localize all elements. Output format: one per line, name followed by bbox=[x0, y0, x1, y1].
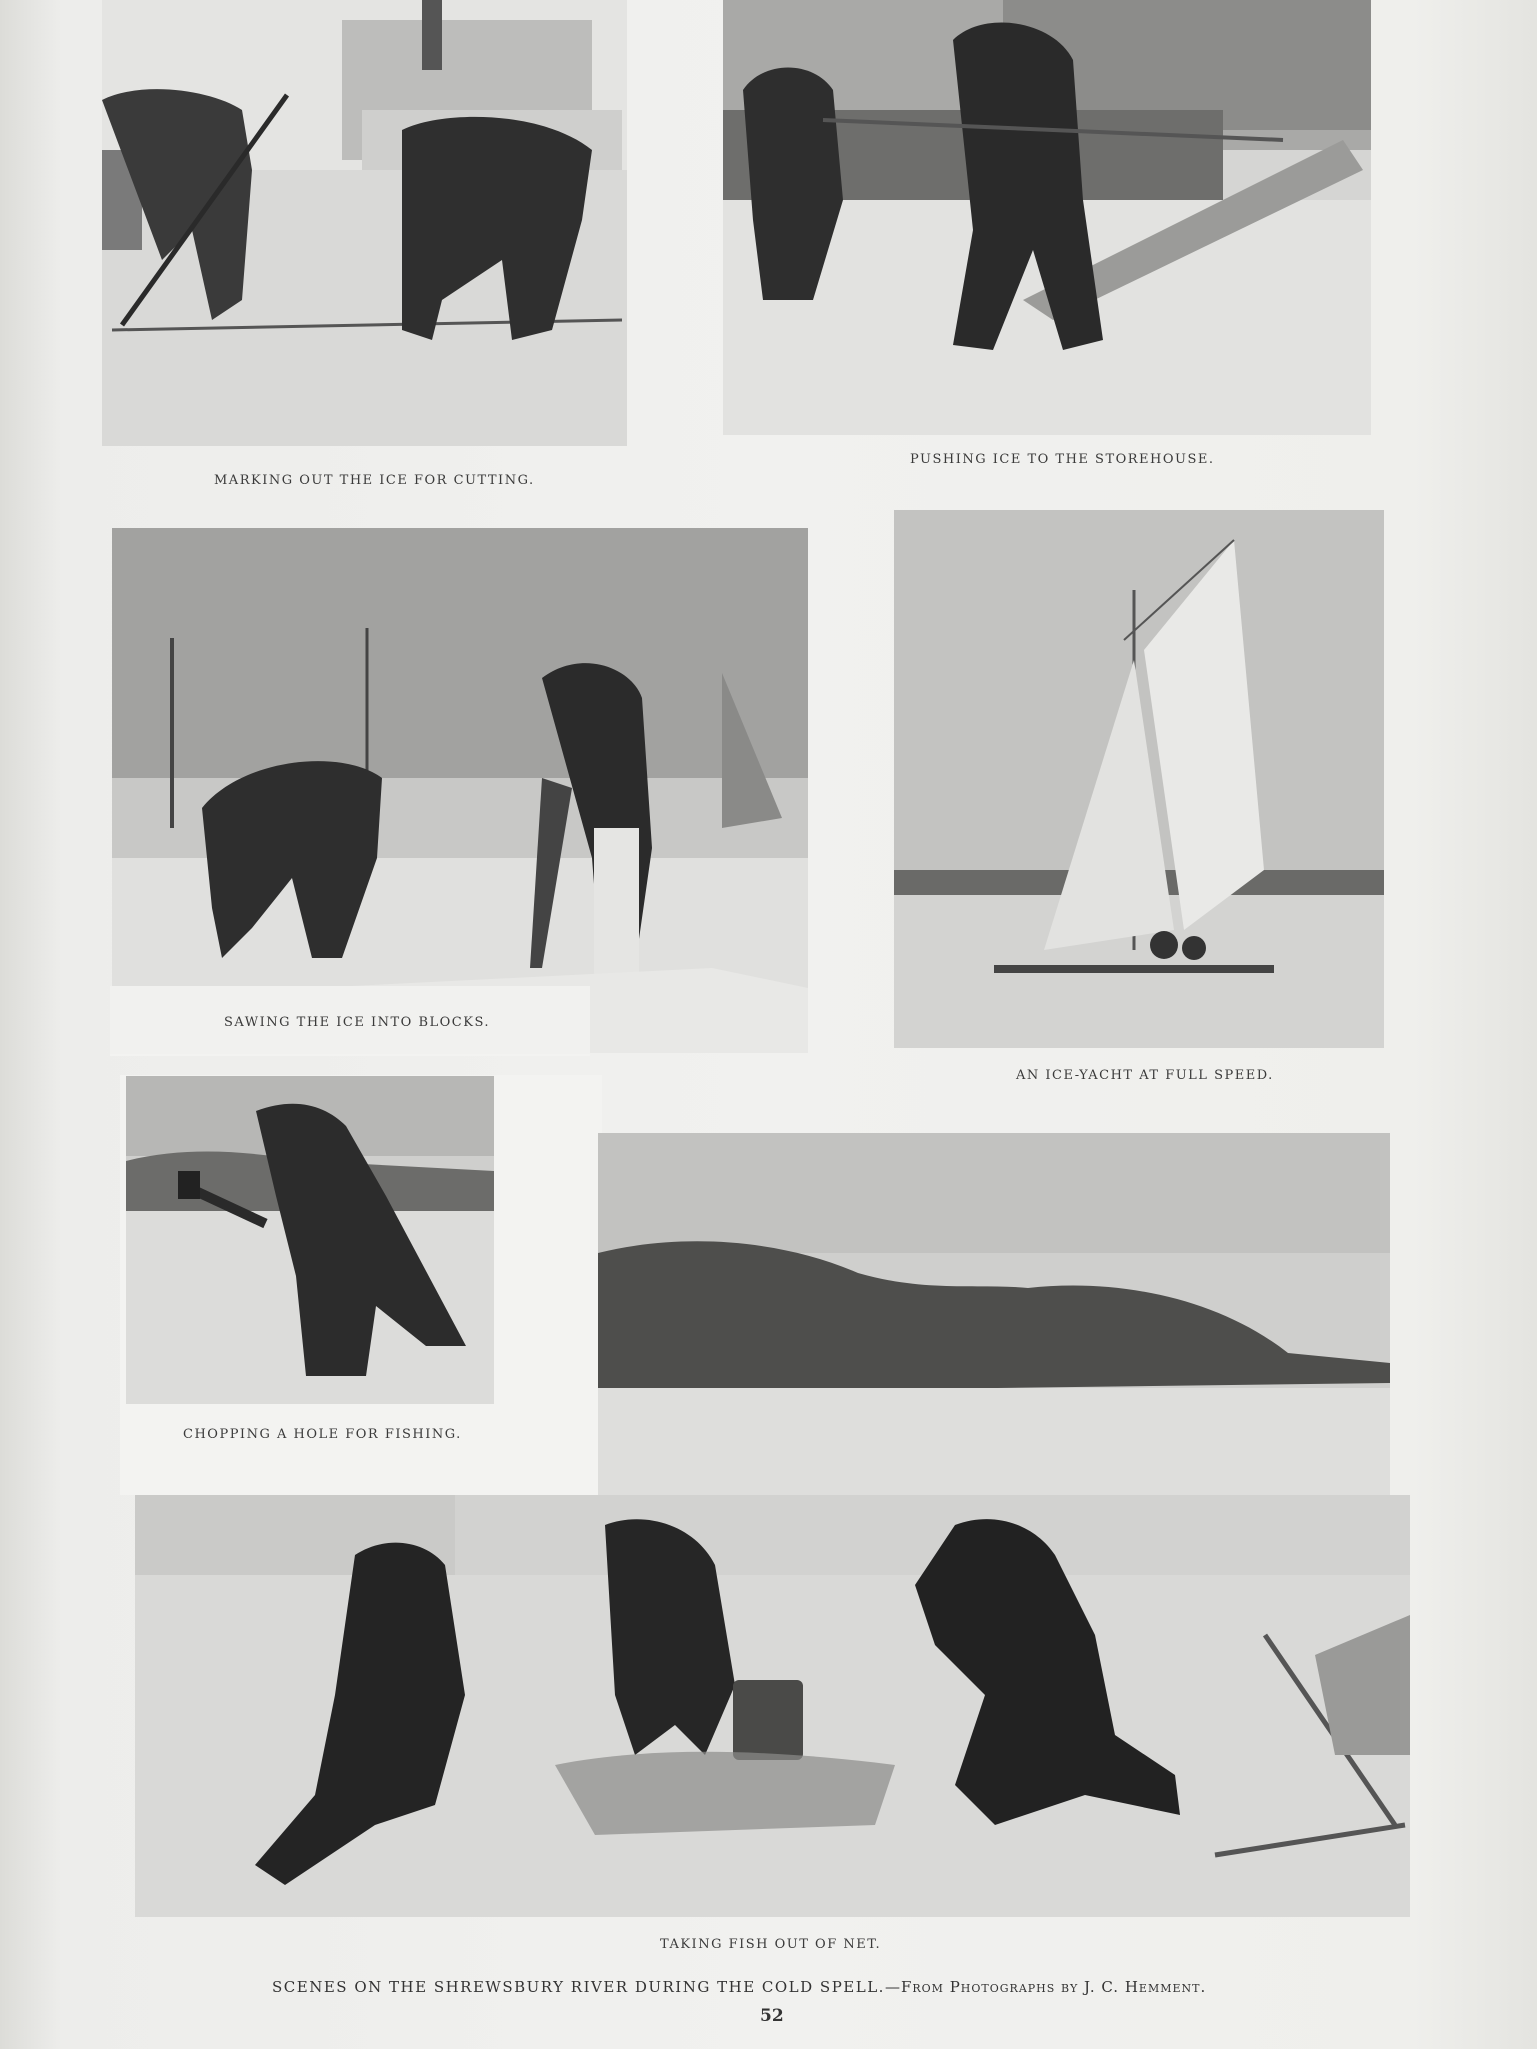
caption-chopping: CHOPPING A HOLE FOR FISHING. bbox=[183, 1427, 462, 1442]
caption-sawing: SAWING THE ICE INTO BLOCKS. bbox=[224, 1015, 491, 1030]
page-number: 52 bbox=[760, 2006, 784, 2026]
photo-marking-ice bbox=[102, 0, 627, 446]
photo-sawing-ice bbox=[112, 528, 808, 1053]
photo-taking-fish bbox=[598, 1133, 1390, 1495]
caption-yacht: AN ICE-YACHT AT FULL SPEED. bbox=[1016, 1068, 1274, 1083]
photo-pushing-ice bbox=[723, 0, 1371, 435]
photo-chopping-hole bbox=[126, 1076, 494, 1404]
caption-marking: MARKING OUT THE ICE FOR CUTTING. bbox=[214, 473, 535, 488]
caption-fish: TAKING FISH OUT OF NET. bbox=[660, 1937, 882, 1952]
credit-from: —From Photographs by J. C. Hemment. bbox=[884, 1978, 1207, 1996]
caption-pushing: PUSHING ICE TO THE STOREHOUSE. bbox=[910, 452, 1215, 467]
photo-ice-yacht bbox=[894, 510, 1384, 1048]
credit-scenes: SCENES ON THE SHREWSBURY RIVER DURING THE COLD SPELL. bbox=[272, 1978, 885, 1996]
page-credit-line bbox=[272, 1978, 1206, 1996]
photo-taking-fish-lower bbox=[135, 1495, 1410, 1917]
